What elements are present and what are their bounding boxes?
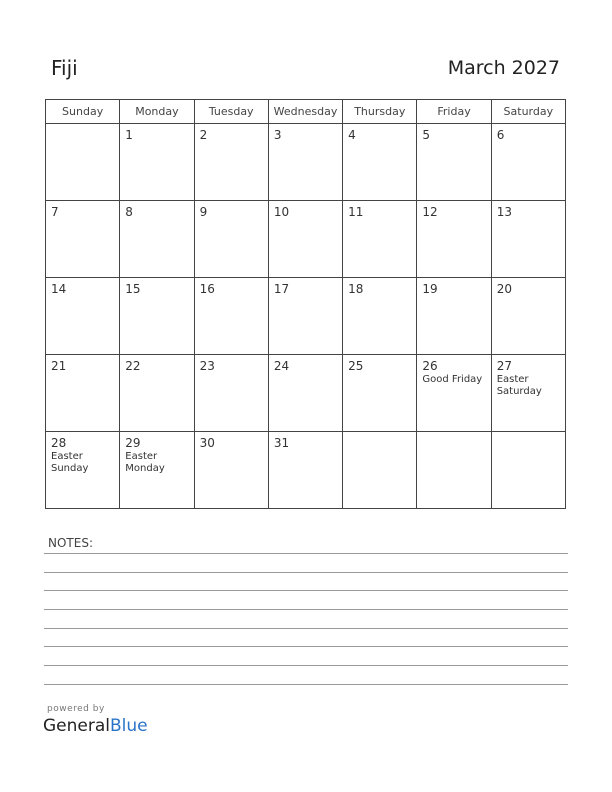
day-number: 24 (273, 359, 290, 373)
day-cell (46, 124, 120, 201)
weekday-header-row (46, 100, 566, 124)
holiday-label: Easter Saturday (496, 374, 542, 397)
day-cell (417, 201, 491, 278)
day-cell (343, 201, 417, 278)
holiday-label: Good Friday (422, 374, 483, 385)
day-number: 7 (51, 205, 59, 219)
day-cell (46, 201, 120, 278)
day-cell (268, 355, 342, 432)
day-number: 3 (273, 128, 282, 142)
day-number: 5 (422, 128, 431, 142)
brand-text-blue: Blue (110, 716, 148, 736)
day-number: 23 (199, 359, 215, 373)
day-number: 18 (348, 282, 364, 296)
day-number: 29 (125, 436, 141, 450)
notes-line (44, 553, 568, 554)
day-cell (491, 278, 565, 355)
day-cell (120, 355, 194, 432)
day-cell (268, 432, 342, 509)
notes-line (44, 572, 568, 573)
day-cell (194, 124, 268, 201)
day-number: 21 (51, 359, 67, 373)
calendar-grid (45, 99, 566, 509)
day-number: 9 (199, 205, 208, 219)
day-number: 1 (125, 128, 133, 142)
day-number: 10 (273, 205, 290, 219)
day-cell (417, 355, 491, 432)
day-cell (491, 432, 565, 509)
powered-by-text: powered by (47, 704, 105, 714)
day-cell (268, 201, 342, 278)
holiday-label: Easter Sunday (51, 451, 89, 474)
day-number: 22 (125, 359, 141, 373)
week-row (46, 432, 566, 509)
notes-line (44, 609, 568, 610)
day-cell (268, 124, 342, 201)
day-cell (120, 201, 194, 278)
weekday-friday: Friday (417, 100, 491, 124)
notes-line (44, 665, 568, 666)
day-cell (491, 124, 565, 201)
weekday-tuesday: Tuesday (194, 100, 268, 124)
country-title: Fiji (51, 56, 78, 80)
notes-line (44, 646, 568, 647)
generalblue-logo[interactable] (43, 716, 148, 736)
day-number: 8 (125, 205, 133, 219)
day-cell (268, 278, 342, 355)
day-number: 15 (125, 282, 141, 296)
day-cell (46, 432, 120, 509)
day-cell (120, 432, 194, 509)
day-number: 26 (422, 359, 438, 373)
day-cell (417, 124, 491, 201)
week-row (46, 278, 566, 355)
day-number: 2 (199, 128, 208, 142)
notes-label: NOTES: (48, 536, 93, 550)
day-number: 16 (199, 282, 215, 296)
day-cell (417, 278, 491, 355)
day-number: 11 (348, 205, 364, 219)
weekday-thursday: Thursday (343, 100, 417, 124)
month-year-title: March 2027 (447, 57, 560, 79)
day-cell (194, 278, 268, 355)
day-cell (417, 432, 491, 509)
week-row (46, 201, 566, 278)
day-number: 28 (51, 436, 67, 450)
notes-line (44, 590, 568, 591)
day-cell (491, 201, 565, 278)
weekday-wednesday: Wednesday (268, 100, 342, 124)
day-cell (343, 124, 417, 201)
day-number: 4 (348, 128, 356, 142)
brand-text-general: General (43, 716, 110, 736)
day-cell (343, 278, 417, 355)
day-number: 13 (496, 205, 512, 219)
day-number: 12 (422, 205, 438, 219)
day-cell (46, 355, 120, 432)
day-number: 20 (496, 282, 512, 296)
weekday-saturday: Saturday (491, 100, 565, 124)
day-cell (194, 201, 268, 278)
day-cell (491, 355, 565, 432)
day-number: 27 (496, 359, 512, 373)
day-number: 17 (273, 282, 290, 296)
day-number: 19 (422, 282, 438, 296)
day-number: 6 (496, 128, 505, 142)
day-number: 30 (199, 436, 215, 450)
day-cell (194, 355, 268, 432)
week-row (46, 355, 566, 432)
day-cell (120, 124, 194, 201)
day-number: 31 (273, 436, 290, 450)
day-number: 25 (348, 359, 364, 373)
holiday-label: Easter Monday (125, 451, 165, 474)
day-cell (343, 355, 417, 432)
day-cell (46, 278, 120, 355)
day-cell (194, 432, 268, 509)
weekday-monday: Monday (120, 100, 194, 124)
day-cell (120, 278, 194, 355)
notes-line (44, 684, 568, 685)
notes-line (44, 628, 568, 629)
weekday-sunday: Sunday (46, 100, 120, 124)
day-number: 14 (51, 282, 67, 296)
week-row (46, 124, 566, 201)
day-cell (343, 432, 417, 509)
